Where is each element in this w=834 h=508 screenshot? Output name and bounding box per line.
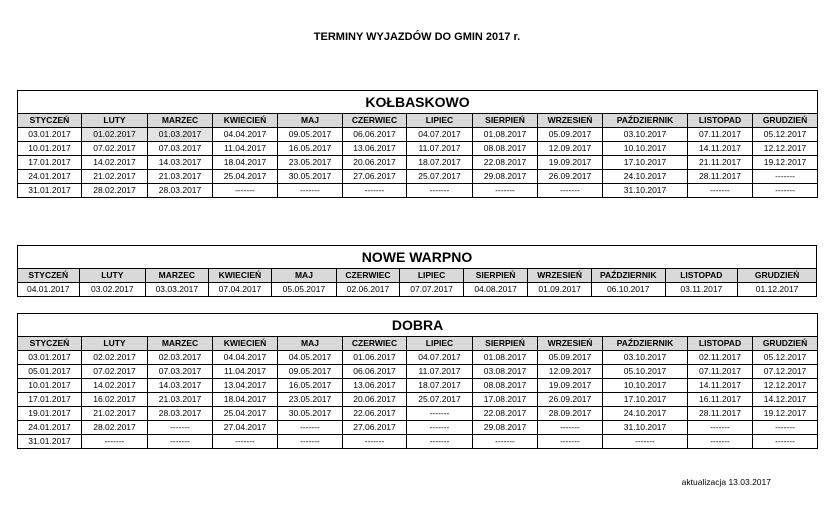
date-cell: 24.10.2017 bbox=[603, 407, 688, 421]
date-cell: ------- bbox=[688, 435, 753, 449]
month-header: SIERPIEŃ bbox=[473, 114, 538, 128]
month-header: CZERWIEC bbox=[343, 114, 407, 128]
date-cell: ------- bbox=[343, 184, 407, 198]
table-row bbox=[18, 283, 817, 297]
date-cell: 07.12.2017 bbox=[753, 365, 818, 379]
month-header: LIPIEC bbox=[407, 114, 473, 128]
date-cell: 02.03.2017 bbox=[148, 351, 213, 365]
date-cell: 28.02.2017 bbox=[82, 421, 148, 435]
month-header: MAJ bbox=[272, 269, 337, 283]
date-cell: 24.01.2017 bbox=[18, 170, 82, 184]
date-cell: ------- bbox=[473, 435, 538, 449]
date-cell: 06.06.2017 bbox=[343, 365, 407, 379]
month-header: KWIECIEŃ bbox=[213, 114, 278, 128]
date-cell: 12.09.2017 bbox=[538, 365, 603, 379]
schedule-table-nowe-warpno bbox=[17, 245, 817, 297]
date-cell: 04.07.2017 bbox=[407, 128, 473, 142]
month-header: SIERPIEŃ bbox=[473, 337, 538, 351]
date-cell: 07.03.2017 bbox=[148, 142, 213, 156]
date-cell: 14.11.2017 bbox=[688, 142, 753, 156]
date-cell: 19.01.2017 bbox=[18, 407, 82, 421]
date-cell: ------- bbox=[753, 435, 818, 449]
date-cell: 01.02.2017 bbox=[82, 128, 148, 142]
month-header: WRZESIEŃ bbox=[538, 337, 603, 351]
date-cell: 29.08.2017 bbox=[473, 170, 538, 184]
date-cell: ------- bbox=[407, 407, 473, 421]
date-cell: ------- bbox=[278, 421, 343, 435]
date-cell: ------- bbox=[407, 184, 473, 198]
table-title: KOŁBASKOWO bbox=[18, 91, 818, 114]
table-row bbox=[18, 407, 818, 421]
table-title: DOBRA bbox=[18, 314, 818, 337]
date-cell: 19.09.2017 bbox=[538, 156, 603, 170]
date-cell: 17.10.2017 bbox=[603, 393, 688, 407]
month-header: LIPIEC bbox=[400, 269, 464, 283]
month-header: MARZEC bbox=[148, 114, 213, 128]
date-cell: ------- bbox=[407, 435, 473, 449]
date-cell: 05.12.2017 bbox=[753, 351, 818, 365]
date-cell: 14.03.2017 bbox=[148, 379, 213, 393]
month-header: CZERWIEC bbox=[343, 337, 407, 351]
date-cell: 31.10.2017 bbox=[603, 421, 688, 435]
date-cell: 01.08.2017 bbox=[473, 351, 538, 365]
month-header: WRZESIEŃ bbox=[528, 269, 592, 283]
date-cell: 03.03.2017 bbox=[146, 283, 209, 297]
table-row bbox=[18, 184, 818, 198]
month-header: GRUDZIEŃ bbox=[738, 269, 817, 283]
date-cell: 06.10.2017 bbox=[591, 283, 665, 297]
date-cell: ------- bbox=[538, 435, 603, 449]
schedule-table-dobra bbox=[17, 313, 818, 449]
date-cell: ------- bbox=[148, 435, 213, 449]
month-header: LUTY bbox=[82, 337, 148, 351]
date-cell: 25.04.2017 bbox=[213, 170, 278, 184]
date-cell: 04.01.2017 bbox=[18, 283, 80, 297]
date-cell: 14.02.2017 bbox=[82, 379, 148, 393]
date-cell: ------- bbox=[278, 435, 343, 449]
date-cell: 16.02.2017 bbox=[82, 393, 148, 407]
date-cell: 19.12.2017 bbox=[753, 156, 818, 170]
date-cell: 14.02.2017 bbox=[82, 156, 148, 170]
date-cell: 28.03.2017 bbox=[148, 407, 213, 421]
date-cell: 10.01.2017 bbox=[18, 379, 82, 393]
date-cell: 27.06.2017 bbox=[343, 421, 407, 435]
date-cell: 17.10.2017 bbox=[603, 156, 688, 170]
table-row bbox=[18, 351, 818, 365]
table-row bbox=[18, 156, 818, 170]
date-cell: 24.10.2017 bbox=[603, 170, 688, 184]
date-cell: 12.09.2017 bbox=[538, 142, 603, 156]
month-header-row bbox=[18, 337, 818, 351]
date-cell: 17.08.2017 bbox=[473, 393, 538, 407]
month-header: PAŹDZIERNIK bbox=[591, 269, 665, 283]
date-cell: 05.09.2017 bbox=[538, 351, 603, 365]
date-cell: 03.02.2017 bbox=[79, 283, 146, 297]
month-header: WRZESIEŃ bbox=[538, 114, 603, 128]
date-cell: 16.11.2017 bbox=[688, 393, 753, 407]
month-header: LISTOPAD bbox=[688, 337, 753, 351]
date-cell: 31.01.2017 bbox=[18, 435, 82, 449]
date-cell: 20.06.2017 bbox=[343, 156, 407, 170]
date-cell: 04.05.2017 bbox=[278, 351, 343, 365]
date-cell: 09.05.2017 bbox=[278, 128, 343, 142]
date-cell: 21.11.2017 bbox=[688, 156, 753, 170]
date-cell: 07.11.2017 bbox=[688, 365, 753, 379]
date-cell: 19.12.2017 bbox=[753, 407, 818, 421]
date-cell: 07.04.2017 bbox=[208, 283, 272, 297]
date-cell: ------- bbox=[688, 184, 753, 198]
date-cell: ------- bbox=[538, 184, 603, 198]
date-cell: 01.03.2017 bbox=[148, 128, 213, 142]
date-cell: 14.03.2017 bbox=[148, 156, 213, 170]
date-cell: 28.03.2017 bbox=[148, 184, 213, 198]
date-cell: ------- bbox=[213, 435, 278, 449]
date-cell: 13.04.2017 bbox=[213, 379, 278, 393]
date-cell: 07.03.2017 bbox=[148, 365, 213, 379]
date-cell: ------- bbox=[278, 184, 343, 198]
table-row bbox=[18, 170, 818, 184]
date-cell: 13.06.2017 bbox=[343, 142, 407, 156]
date-cell: 29.08.2017 bbox=[473, 421, 538, 435]
table-row bbox=[18, 435, 818, 449]
date-cell: 17.01.2017 bbox=[18, 156, 82, 170]
date-cell: 17.01.2017 bbox=[18, 393, 82, 407]
month-header: LUTY bbox=[79, 269, 146, 283]
document-title: TERMINY WYJAZDÓW DO GMIN 2017 r. bbox=[313, 31, 521, 43]
date-cell: ------- bbox=[343, 435, 407, 449]
month-header: LISTOPAD bbox=[665, 269, 738, 283]
date-cell: 11.07.2017 bbox=[407, 142, 473, 156]
month-header: STYCZEŃ bbox=[18, 269, 80, 283]
date-cell: 30.05.2017 bbox=[278, 407, 343, 421]
month-header: SIERPIEŃ bbox=[463, 269, 528, 283]
date-cell: 27.06.2017 bbox=[343, 170, 407, 184]
date-cell: 16.05.2017 bbox=[278, 379, 343, 393]
date-cell: 03.10.2017 bbox=[603, 351, 688, 365]
date-cell: 02.06.2017 bbox=[336, 283, 400, 297]
month-header: KWIECIEŃ bbox=[208, 269, 272, 283]
month-header: STYCZEŃ bbox=[18, 114, 82, 128]
date-cell: 12.12.2017 bbox=[753, 379, 818, 393]
month-header: LUTY bbox=[82, 114, 148, 128]
date-cell: 21.02.2017 bbox=[82, 170, 148, 184]
date-cell: 05.09.2017 bbox=[538, 128, 603, 142]
date-cell: ------- bbox=[688, 421, 753, 435]
date-cell: 19.09.2017 bbox=[538, 379, 603, 393]
date-cell: 08.08.2017 bbox=[473, 379, 538, 393]
month-header: GRUDZIEŃ bbox=[753, 114, 818, 128]
date-cell: 24.01.2017 bbox=[18, 421, 82, 435]
date-cell: 23.05.2017 bbox=[278, 156, 343, 170]
month-header: KWIECIEŃ bbox=[213, 337, 278, 351]
date-cell: 23.05.2017 bbox=[278, 393, 343, 407]
date-cell: 28.11.2017 bbox=[688, 407, 753, 421]
date-cell: 31.01.2017 bbox=[18, 184, 82, 198]
table-row bbox=[18, 379, 818, 393]
date-cell: 20.06.2017 bbox=[343, 393, 407, 407]
schedule-table-kolbaskowo bbox=[17, 90, 818, 198]
date-cell: 22.08.2017 bbox=[473, 156, 538, 170]
date-cell: 21.02.2017 bbox=[82, 407, 148, 421]
date-cell: 07.02.2017 bbox=[82, 365, 148, 379]
date-cell: 31.10.2017 bbox=[603, 184, 688, 198]
date-cell: 18.04.2017 bbox=[213, 393, 278, 407]
month-header: LISTOPAD bbox=[688, 114, 753, 128]
date-cell: 05.01.2017 bbox=[18, 365, 82, 379]
date-cell: 05.05.2017 bbox=[272, 283, 337, 297]
date-cell: 09.05.2017 bbox=[278, 365, 343, 379]
date-cell: 14.11.2017 bbox=[688, 379, 753, 393]
date-cell: 14.12.2017 bbox=[753, 393, 818, 407]
month-header: PAŹDZIERNIK bbox=[603, 114, 688, 128]
date-cell: 21.03.2017 bbox=[148, 170, 213, 184]
date-cell: 28.09.2017 bbox=[538, 407, 603, 421]
date-cell: 05.12.2017 bbox=[753, 128, 818, 142]
date-cell: 06.06.2017 bbox=[343, 128, 407, 142]
date-cell: 01.08.2017 bbox=[473, 128, 538, 142]
date-cell: 08.08.2017 bbox=[473, 142, 538, 156]
date-cell: 07.07.2017 bbox=[400, 283, 464, 297]
date-cell: 18.04.2017 bbox=[213, 156, 278, 170]
table-row bbox=[18, 365, 818, 379]
date-cell: 25.07.2017 bbox=[407, 170, 473, 184]
table-title: NOWE WARPNO bbox=[18, 246, 817, 269]
date-cell: 07.02.2017 bbox=[82, 142, 148, 156]
month-header-row bbox=[18, 269, 817, 283]
date-cell: 03.08.2017 bbox=[473, 365, 538, 379]
date-cell: 02.11.2017 bbox=[688, 351, 753, 365]
date-cell: 03.10.2017 bbox=[603, 128, 688, 142]
date-cell: 18.07.2017 bbox=[407, 156, 473, 170]
date-cell: 30.05.2017 bbox=[278, 170, 343, 184]
date-cell: 04.08.2017 bbox=[463, 283, 528, 297]
date-cell: 28.11.2017 bbox=[688, 170, 753, 184]
date-cell: 25.07.2017 bbox=[407, 393, 473, 407]
table-row bbox=[18, 421, 818, 435]
month-header: LIPIEC bbox=[407, 337, 473, 351]
month-header: MARZEC bbox=[148, 337, 213, 351]
date-cell: 04.07.2017 bbox=[407, 351, 473, 365]
month-header: MAJ bbox=[278, 114, 343, 128]
date-cell: ------- bbox=[473, 184, 538, 198]
date-cell: 10.10.2017 bbox=[603, 142, 688, 156]
date-cell: 27.04.2017 bbox=[213, 421, 278, 435]
month-header-row bbox=[18, 114, 818, 128]
date-cell: 10.01.2017 bbox=[18, 142, 82, 156]
date-cell: 05.10.2017 bbox=[603, 365, 688, 379]
date-cell: ------- bbox=[407, 421, 473, 435]
date-cell: 22.08.2017 bbox=[473, 407, 538, 421]
date-cell: 07.11.2017 bbox=[688, 128, 753, 142]
date-cell: 22.06.2017 bbox=[343, 407, 407, 421]
date-cell: 11.04.2017 bbox=[213, 142, 278, 156]
date-cell: 26.09.2017 bbox=[538, 170, 603, 184]
month-header: STYCZEŃ bbox=[18, 337, 82, 351]
date-cell: 04.04.2017 bbox=[213, 351, 278, 365]
date-cell: 11.07.2017 bbox=[407, 365, 473, 379]
table-row bbox=[18, 393, 818, 407]
date-cell: 13.06.2017 bbox=[343, 379, 407, 393]
date-cell: 26.09.2017 bbox=[538, 393, 603, 407]
month-header: GRUDZIEŃ bbox=[753, 337, 818, 351]
month-header: CZERWIEC bbox=[336, 269, 400, 283]
date-cell: ------- bbox=[753, 170, 818, 184]
table-row bbox=[18, 142, 818, 156]
date-cell: ------- bbox=[753, 421, 818, 435]
date-cell: ------- bbox=[753, 184, 818, 198]
date-cell: 18.07.2017 bbox=[407, 379, 473, 393]
date-cell: 03.01.2017 bbox=[18, 128, 82, 142]
date-cell: 10.10.2017 bbox=[603, 379, 688, 393]
date-cell: ------- bbox=[82, 435, 148, 449]
date-cell: 16.05.2017 bbox=[278, 142, 343, 156]
date-cell: ------- bbox=[538, 421, 603, 435]
date-cell: 11.04.2017 bbox=[213, 365, 278, 379]
date-cell: 21.03.2017 bbox=[148, 393, 213, 407]
date-cell: 03.11.2017 bbox=[665, 283, 738, 297]
month-header: PAŹDZIERNIK bbox=[603, 337, 688, 351]
date-cell: 28.02.2017 bbox=[82, 184, 148, 198]
month-header: MARZEC bbox=[146, 269, 209, 283]
update-note: aktualizacja 13.03.2017 bbox=[681, 477, 771, 487]
date-cell: 12.12.2017 bbox=[753, 142, 818, 156]
date-cell: 01.06.2017 bbox=[343, 351, 407, 365]
date-cell: 25.04.2017 bbox=[213, 407, 278, 421]
date-cell: 03.01.2017 bbox=[18, 351, 82, 365]
date-cell: ------- bbox=[603, 435, 688, 449]
date-cell: ------- bbox=[213, 184, 278, 198]
date-cell: ------- bbox=[148, 421, 213, 435]
date-cell: 01.09.2017 bbox=[528, 283, 592, 297]
month-header: MAJ bbox=[278, 337, 343, 351]
table-row bbox=[18, 128, 818, 142]
date-cell: 04.04.2017 bbox=[213, 128, 278, 142]
date-cell: 01.12.2017 bbox=[738, 283, 817, 297]
date-cell: 02.02.2017 bbox=[82, 351, 148, 365]
